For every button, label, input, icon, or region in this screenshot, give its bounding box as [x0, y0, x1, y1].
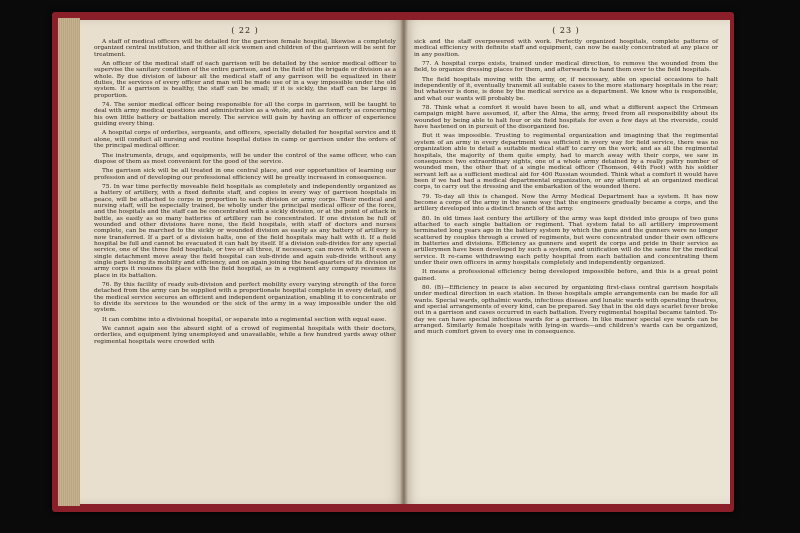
left-paragraph: We cannot again see the absurd sight of a crowd of regimental hospitals with their doctors, orderlies, and equipment lying unemployed and unavailable, while a few hundred yards away other regimental hospitals were crowded with: [94, 326, 396, 345]
right-paragraph: 79. To-day all this is changed. Now the Army Medical Department has a system. It has now become a corps of the army in the same way that the engineers gradually became a corps, and the artillery developed into a distinct branch of the army.: [414, 193, 718, 213]
right-paragraph: sick and the staff overpowered with work. Perfectly organized hospitals, complete patterns of medical efficiency with definite staff and equipment, can now be easily concentrated at any place or in any position.: [414, 39, 718, 58]
left-paragraph: A staff of medical officers will be detailed for the garrison female hospital, likewise a completely organized central institution, and thither all sick women and children of the garrison will be sent for treatment.: [94, 39, 396, 58]
left-paragraph: 74. The senior medical officer being responsible for all the corps in garrison, will be taught to deal with army medical questions and administration as a whole, and not as formerly as concerning his own little battery or battalion merely. The service will gain by having an officer of experience guiding every thing.: [94, 102, 396, 128]
left-paragraph: The garrison sick will be all treated in one central place, and our opportunities of learning our profession and of developing our professional efficiency will be greatly increased in consequence.: [94, 168, 396, 181]
right-page-number: ( 23 ): [552, 26, 580, 35]
left-paragraph: A hospital corps of orderlies, sergeants, and officers, specially detailed for hospital service and it alone, will conduct all nursing and routine hospital duties in camp or garrison under the orders of the principal medical officer.: [94, 130, 396, 150]
book-gutter: [400, 20, 408, 504]
left-paragraph: The instruments, drugs, and equipments, will be under the control of the same officer, who can dispose of them as most convenient for the good of the service.: [94, 152, 396, 165]
right-paragraph: 77. A hospital corps exists, trained under medical direction, to remove the wounded from the field, to organize dressing places for them, and afterwards to hand them over to the field hospitals.: [414, 61, 718, 74]
right-paragraph: But it was impossible. Trusting to regimental organization and imagining that the regimental system of an army in every department was sufficient in every way for field service, there was no organization able to detail a suitable medical staff to carry on the work; and as all the regimental hospitals, the majority of them quite empty, had to march away with their corps, we saw in consequence two extraordinary sights, one of a whole army detained by a really paltry number of wounded men, the other that of a single medical officer (Thomson, 44th Foot) with his soldier servant left as a sufficient medical aid for 400 Russian wounded. Think what a comfort it would have been if we had had a medical departmental organization, or any attempt at an organized medical corps, to carry out the dressing and the embarkation of the wounded there.: [414, 133, 718, 191]
page-edges: [58, 18, 80, 506]
left-paragraph: It can combine into a divisional hospital, or separate into a regimental section with equal ease.: [102, 316, 387, 323]
right-paragraph: The field hospitals moving with the army, or, if necessary, able on special occasions to halt independently of it, eventually transmit all suitable cases to the more stationary hospitals in the rear; but whatever is done, is done by the medical service as a department. We know who is responsible, and what our wants will probably be.: [414, 76, 718, 102]
right-paragraph: 78. Think what a comfort it would have been to all, and what a different aspect the Crimean campaign might have assumed, if, after the Alma, the army, freed from all responsibility about its wounded by being able to halt four or six field hospitals for even a few days at the riverside, could have hastened on in pursuit of the disorganized foe.: [414, 105, 718, 131]
right-paragraph: 80. In old times last century the artillery of the army was kept divided into groups of two guns attached to each single battalion or regiment. That system fatal to all artillery improvement terminated long years ago in the battery system by which the guns and the gunners were no longer scattered by couples through a crowd of regiments, but were concentrated under their own officers in batteries and divisions. Efficiency as gunners and esprit de corps and pride in their service as artillerymen have been developed by such a system, and unification will do the same for the medical service. It re-came withdrawing each petty hospital from each battalion and concentrating them under their own officers in army hospitals completely and independently organized.: [414, 215, 718, 266]
left-page: [80, 20, 404, 504]
left-paragraph: An officer of the medical staff of each garrison will be detailed by the senior medical officer to supervise the sanitary condition of the entire garrison, and in the field of the brigade or division as a whole. By due division of labour all the medical staff of any garrison will be equalized in their duties, the services of every officer and man will be made use of in a way impossible under the old system. If a garrison is healthy, the staff can be small; if it is sickly, the staff can be large in proportion.: [94, 61, 396, 99]
right-page: [404, 20, 730, 504]
left-paragraph: 76. By this facility of ready sub-division and perfect mobility every varying strength of the force detached from the army can be supplied with a proportionate hospital complete in every detail, and the medical service secures an efficient and independent organization, enabling it to concentrate or to divide its services to the wounded or the sick of the army in a way impossible under the old system.: [94, 282, 396, 314]
left-page-number: ( 22 ): [231, 26, 259, 35]
right-paragraph: It means a professional efficiency being developed impossible before, and this is a great point gained.: [414, 269, 718, 282]
left-paragraph: 75. In war time perfectly moveable field hospitals as completely and independently organized as a battery of artillery, with a fixed definite staff, and copies in every way of garrison hospitals in peace, will be attached to corps in proportion to each division or army corps. Their medical and nursing staff, will be especially trained, be wholly under the principal medical officer of the force, and the hospitals and the staff can be concentrated with a sickly division, or at the point of attack in battle, as easily as so many batteries of artillery can be concentrated. If one division be full of wounded and other divisions have none, the field hospitals, with staff of doctors and nurses complete, can be marched to the sickly or wounded division as easily as any battery of artillery is now transferred. If a part of a division halts, one of the field hospitals may halt with it. If a field hospital be full and cannot be evacuated it can halt by itself. If a division sub-divides for any special service, one of the three field hospitals, or two or all three, if necessary, can move with it. If even a single detachment move away the field hospital can sub-divide and again sub-divide without any single part losing its mobility and efficiency, and on again joining the head-quarters of its division or army corps it resumes its place with the field hospital, as in a regiment any company resumes its place in its battalion.: [94, 183, 396, 279]
right-paragraph: 80. (B)—Efficiency in peace is also secured by organizing first-class central garrison hospitals under medical direction in each station. In these hospitals ample arrangements can be made for all wants. Special wards, opthalmic wards, infectious disease and lunatic wards with operating theatres, and special arrangements of every kind, can be prepared. Say that in the old days scarlet fever broke out in a garrison and cases occurred in each battalion. Every regimental hospital became tainted. To-day we can have special infectious wards for a garrison. In like manner special eye wards can be arranged. Similarly female hospitals with lying-in wards—and children's wards can be organized, and much comfort given to every one in consequence.: [414, 285, 718, 336]
